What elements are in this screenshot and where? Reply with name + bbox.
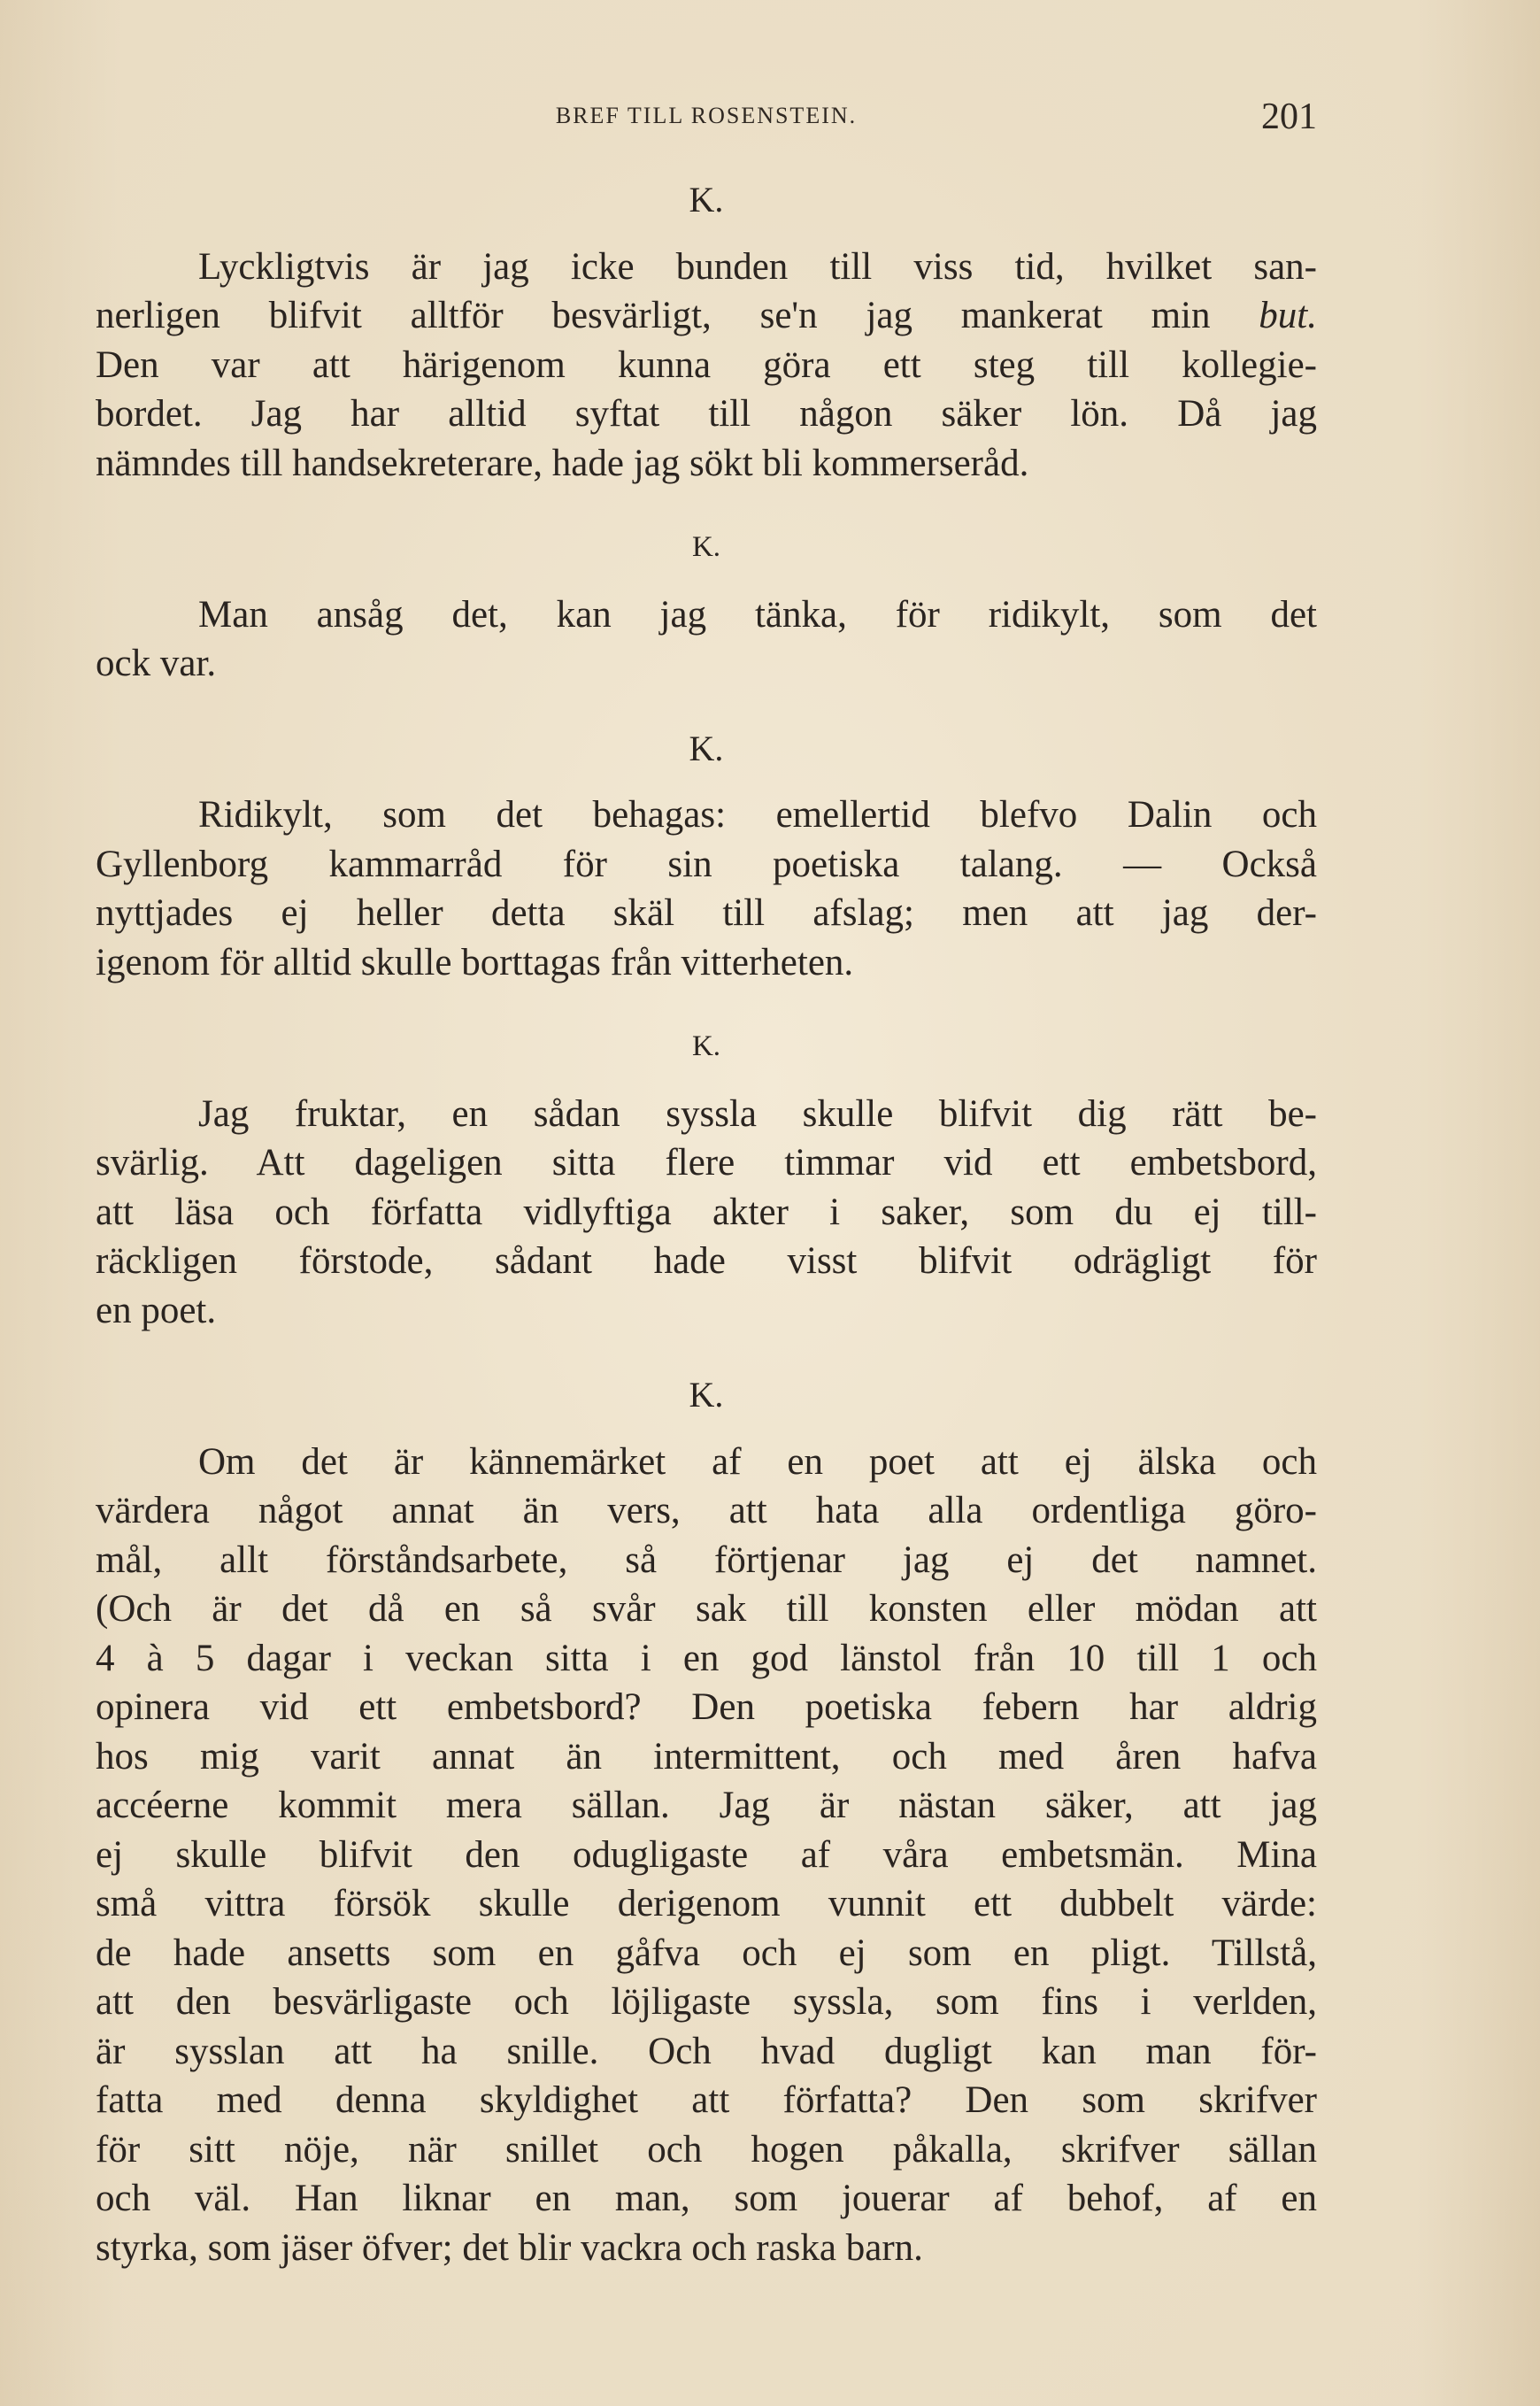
text-line: Gyllenborg kammarråd för sin poetiska talang. — Också (96, 843, 1317, 885)
text-line: Man ansåg det, kan jag tänka, för ridikylt, som det (198, 593, 1317, 636)
text-line: opinera vid ett embetsbord? Den poetiska febern har aldrig (96, 1686, 1317, 1728)
text-line-part: nerligen blifvit alltför besvärligt, se'n jag mankerat min (96, 295, 1211, 336)
text-line: är sysslan att ha snille. Och hvad dugligt kan man för- (96, 2030, 1317, 2072)
running-head (96, 96, 1317, 140)
text-line: värdera något annat än vers, att hata alla ordentliga göro- (96, 1490, 1317, 1531)
text-line: bordet. Jag har alltid syftat till någon säker lön. Då jag (96, 393, 1317, 435)
text-line: Jag fruktar, en sådan syssla skulle blifvit dig rätt be- (198, 1092, 1317, 1135)
text-line: Om det är kännemärket af en poet att ej älska och (198, 1440, 1317, 1483)
text-line (96, 291, 1317, 341)
text-line: Ridikylt, som det behagas: emellertid blefvo Dalin och (198, 794, 1317, 836)
paragraph (96, 243, 1317, 489)
text-line: svärlig. Att dageligen sitta flere timmar vid ett embetsbord, (96, 1142, 1317, 1184)
text-line: en poet. (96, 1289, 217, 1331)
speaker-label: K. (689, 728, 724, 768)
text-line: Lyckligtvis är jag icke bunden till viss tid, hvilket san- (198, 245, 1317, 288)
text-line: för sitt nöje, när snillet och hogen påkalla, skrifver sällan (96, 2128, 1317, 2171)
speaker-label: K. (689, 180, 724, 220)
italic-word: but. (1259, 295, 1317, 336)
text-line: accéerne kommit mera sällan. Jag är nästan säker, att jag (96, 1785, 1317, 1826)
text-line: hos mig varit annat än intermittent, och med åren hafva (96, 1735, 1317, 1778)
paragraph (96, 590, 1317, 689)
text-line: att läsa och författa vidlyftiga akter i saker, som du ej till- (96, 1191, 1317, 1233)
speaker-label: K. (691, 1030, 721, 1062)
dialogue-text (96, 175, 1317, 2308)
text-line: ej skulle blifvit den odugligaste af våra embetsmän. Mina (96, 1833, 1317, 1876)
text-line: Den var att härigenom kunna göra ett steg till kollegie- (96, 343, 1317, 386)
paragraph (96, 1438, 1317, 2273)
speaker-label: K. (689, 1375, 724, 1415)
paragraph (96, 790, 1317, 987)
text-line: de hade ansetts som en gåfva och ej som en pligt. Tillstå, (96, 1932, 1317, 1974)
text-line: ock var. (96, 643, 217, 684)
text-line: igenom för alltid skulle borttagas från vitterheten. (96, 941, 854, 983)
page-number: 201 (1261, 96, 1317, 137)
text-line: nämndes till handsekreterare, hade jag sökt bli kommerseråd. (96, 442, 1029, 484)
text-line: styrka, som jäser öfver; det blir vackra och raska barn. (96, 2226, 923, 2269)
speaker-label: K. (691, 531, 721, 563)
text-line: att den besvärligaste och löjligaste syssla, som fins i verlden, (96, 1981, 1317, 2023)
text-line: nyttjades ej heller detta skäl till afslag; men att jag der- (96, 892, 1317, 934)
text-line: och väl. Han liknar en man, som jouerar af behof, af en (96, 2178, 1317, 2219)
paragraph (96, 1090, 1317, 1336)
text-line: (Och är det då en så svår sak till konsten eller mödan att (96, 1588, 1317, 1630)
text-line: mål, allt förståndsarbete, så förtjenar jag ej det namnet. (96, 1538, 1317, 1581)
text-line: små vittra försök skulle derigenom vunnit ett dubbelt värde: (96, 1883, 1317, 1924)
text-line: 4 à 5 dagar i veckan sitta i en god länstol från 10 till 1 och (96, 1637, 1317, 1679)
running-title: BREF TILL ROSENSTEIN. (555, 103, 858, 128)
text-line: räckligen förstode, sådant hade visst blifvit odrägligt för (96, 1240, 1317, 1282)
text-line: fatta med denna skyldighet att författa? Den som skrifver (96, 2079, 1317, 2121)
